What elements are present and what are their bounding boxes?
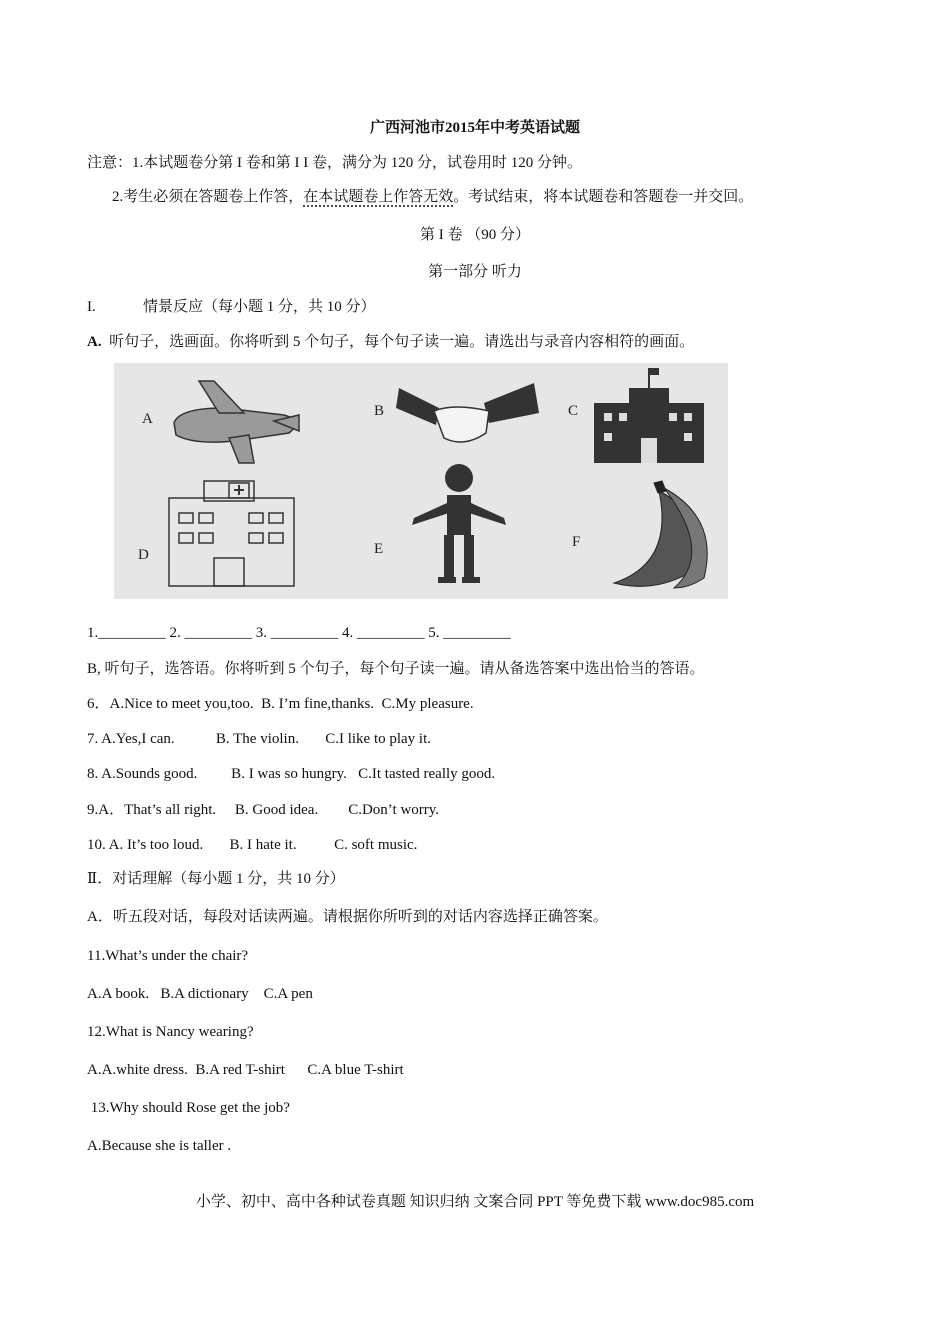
page-footer: 小学、初中、高中各种试卷真题 知识归纳 文案合同 PPT 等免费下载 www.doc985.com bbox=[195, 1194, 755, 1210]
question-11-options: A.A book. B.A dictionary C.A pen bbox=[87, 986, 313, 1002]
note-2-emphasis: 在本试题卷上作答无效 bbox=[303, 189, 454, 205]
picture-label-e: E bbox=[374, 541, 384, 557]
picture-label-c: C bbox=[568, 403, 579, 419]
part-a-text: 听句子，选画面。你将听到 5 个句子，每个句子读一遍。请选出与录音内容相符的画面。 bbox=[109, 334, 695, 350]
question-10: 10. A. It’s too loud. B. I hate it. C. soft music. bbox=[87, 837, 418, 853]
part-a2-instruction: A．听五段对话，每段对话读两遍。请根据你所听到的对话内容选择正确答案。 bbox=[87, 909, 608, 925]
section-1-title: 情景反应（每小题 1 分，共 10 分） bbox=[143, 299, 376, 315]
note-2 bbox=[112, 187, 753, 207]
part-b-instruction: B, 听句子，选答语。你将听到 5 个句子，每个句子读一遍。请从备选答案中选出恰当的答语。 bbox=[87, 661, 705, 677]
picture-options-figure bbox=[114, 363, 728, 599]
picture-label-b: B bbox=[374, 403, 385, 419]
part-a-instruction bbox=[87, 332, 694, 352]
note-2-pre: 2.考生必须在答题卷上作答， bbox=[112, 189, 304, 205]
picture-label-d: D bbox=[138, 547, 149, 563]
picture-label-f: F bbox=[572, 534, 581, 550]
question-11: 11.What’s under the chair? bbox=[87, 948, 249, 964]
section-1-number: I. bbox=[87, 299, 96, 315]
question-8: 8. A.Sounds good. B. I was so hungry. C.It tasted really good. bbox=[87, 766, 496, 782]
volume-heading: 第 I 卷 （90 分） bbox=[420, 227, 530, 243]
question-13-option-a: A.Because she is taller . bbox=[87, 1138, 232, 1154]
answer-blanks: 1._________ 2. _________ 3. _________ 4. _________ 5. _________ bbox=[87, 625, 511, 641]
part-heading: 第一部分 听力 bbox=[428, 264, 522, 280]
note-2-post: 。考试结束，将本试题卷和答题卷一并交回。 bbox=[453, 189, 754, 205]
question-9: 9.A．That’s all right. B. Good idea. C.Don’t worry. bbox=[87, 802, 440, 818]
question-12-options: A.A.white dress. B.A red T-shirt C.A blue T-shirt bbox=[87, 1062, 404, 1078]
exam-title: 广西河池市2015年中考英语试题 bbox=[369, 120, 580, 136]
question-12: 12.What is Nancy wearing? bbox=[87, 1024, 254, 1040]
part-a-label: A. bbox=[87, 334, 102, 350]
section-2-title: Ⅱ．对话理解（每小题 1 分，共 10 分） bbox=[87, 871, 345, 887]
question-7: 7. A.Yes,I can. B. The violin. C.I like to play it. bbox=[87, 731, 432, 747]
picture-label-a: A bbox=[142, 411, 153, 427]
picture-options-svg bbox=[114, 363, 728, 599]
question-13: 13.Why should Rose get the job? bbox=[87, 1100, 290, 1116]
question-6: 6．A.Nice to meet you,too. B. I’m fine,thanks. C.My pleasure. bbox=[87, 696, 474, 712]
note-1: 注意：1.本试题卷分第 I 卷和第 I I 卷，满分为 120 分，试卷用时 120 分钟。 bbox=[87, 155, 582, 171]
